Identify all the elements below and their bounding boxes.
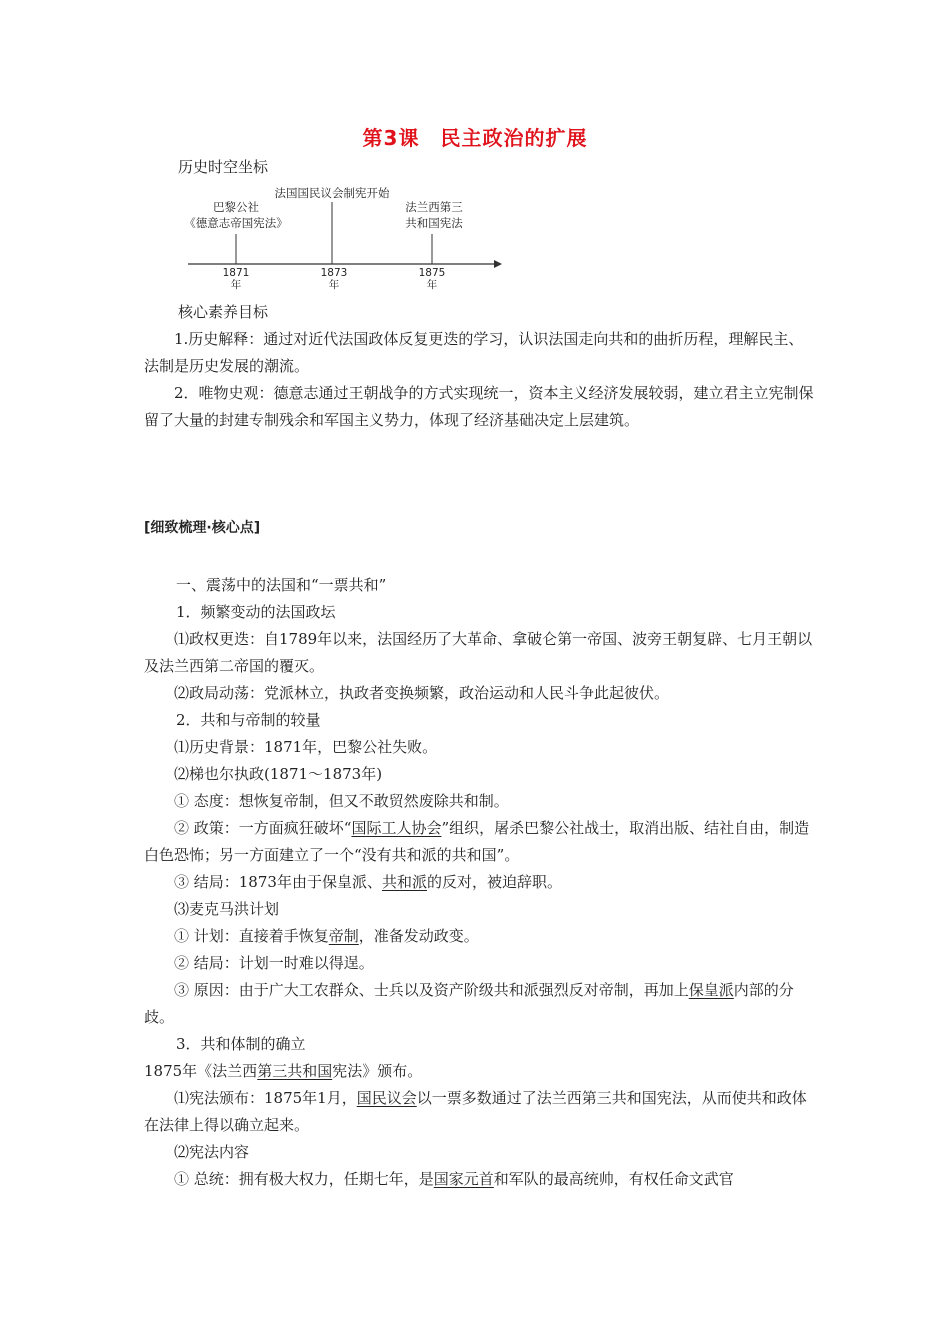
timeline-unit-1875: 年 bbox=[426, 279, 438, 290]
core-heading: 核心素养目标 bbox=[178, 303, 269, 321]
timeline-tick-1871: 1871 bbox=[222, 267, 250, 279]
para-thiers-outcome: ③ 结局：1873年由于保皇派、共和派的反对，被迫辞职。 bbox=[174, 873, 562, 891]
timeline-label-1871-a: 巴黎公社 bbox=[213, 200, 259, 214]
para-macmahon-reason: ③ 原因：由于广大工农群众、士兵以及资产阶级共和派强烈反对帝制，再加上保皇派内部的分歧。 bbox=[144, 981, 794, 1026]
para-constitution-content: ⑵宪法内容 bbox=[174, 1143, 250, 1161]
timeline-label-1875-a: 法兰西第三 bbox=[405, 200, 463, 214]
underlined-term: 国际工人协会 bbox=[351, 819, 442, 837]
para-president: ① 总统：拥有极大权力，任期七年，是国家元首和军队的最高统帅，有权任命文武官 bbox=[174, 1170, 734, 1188]
timeline-label-1873: 法国国民议会制宪开始 bbox=[274, 186, 390, 200]
section-heading: [细致梳理·核心点] bbox=[144, 520, 261, 536]
para-political-turmoil: ⑵政局动荡：党派林立，执政者变换频繁，政治运动和人民斗争此起彼伏。 bbox=[174, 684, 670, 702]
core-goal-2: 2．唯物史观：德意志通过王朝战争的方式实现统一，资本主义经济发展较弱，建立君主立宪制保留了大量的封建专制残余和军国主义势力，体现了经济基础决定上层建筑。 bbox=[144, 384, 814, 429]
lesson-title: 第3课 民主政治的扩展 bbox=[362, 126, 588, 150]
para-thiers-policy: ② 政策：一方面疯狂破坏“国际工人协会”组织，屠杀巴黎公社战士，取消出版、结社自由，制造白色恐怖；另一方面建立了一个“没有共和派的共和国”。 bbox=[144, 819, 810, 864]
underlined-term: 第三共和国 bbox=[257, 1062, 333, 1080]
core-goal-1: 1.历史解释：通过对近代法国政体反复更迭的学习，认识法国走向共和的曲折历程，理解民主、法制是历史发展的潮流。 bbox=[144, 330, 804, 375]
timeline-heading: 历史时空坐标 bbox=[178, 158, 269, 176]
para-macmahon-plan: ① 计划：直接着手恢复帝制，准备发动政变。 bbox=[174, 927, 479, 945]
timeline-label-1871-b: 《德意志帝国宪法》 bbox=[184, 216, 288, 230]
para-thiers: ⑵梯也尔执政(1871～1873年) bbox=[174, 765, 383, 783]
timeline-label-1875-b: 共和国宪法 bbox=[405, 216, 463, 230]
para-regime-change: ⑴政权更迭：自1789年以来，法国经历了大革命、拿破仑第一帝国、波旁王朝复辟、七月王朝以及法兰西第二帝国的覆灭。 bbox=[144, 630, 813, 675]
timeline-unit-1873: 年 bbox=[328, 279, 340, 290]
para-constitution-1875: 1875年《法兰西第三共和国宪法》颁布。 bbox=[144, 1062, 423, 1080]
para-background: ⑴历史背景：1871年，巴黎公社失败。 bbox=[174, 738, 438, 756]
heading-1-2: 2．共和与帝制的较量 bbox=[176, 711, 321, 729]
heading-1-3: 3．共和体制的确立 bbox=[176, 1035, 306, 1053]
underlined-term: 保皇派 bbox=[688, 981, 734, 999]
timeline-tick-1875: 1875 bbox=[418, 267, 446, 279]
para-macmahon-outcome: ② 结局：计划一时难以得逞。 bbox=[174, 954, 374, 972]
timeline-tick-1873: 1873 bbox=[320, 267, 348, 279]
para-macmahon: ⑶麦克马洪计划 bbox=[174, 900, 280, 918]
timeline-diagram bbox=[180, 180, 520, 290]
underlined-term: 共和派 bbox=[381, 873, 427, 891]
underlined-term: 帝制 bbox=[328, 927, 359, 945]
heading-1-1: 1．频繁变动的法国政坛 bbox=[176, 603, 336, 621]
heading-1: 一、震荡中的法国和“一票共和” bbox=[176, 576, 387, 594]
para-constitution-adoption: ⑴宪法颁布：1875年1月，国民议会以一票多数通过了法兰西第三共和国宪法，从而使共和政体在法律上得以确立起来。 bbox=[144, 1089, 807, 1134]
timeline-arrow bbox=[494, 260, 502, 268]
underlined-term: 国家元首 bbox=[433, 1170, 494, 1188]
underlined-term: 国民议会 bbox=[356, 1089, 417, 1107]
para-thiers-attitude: ① 态度：想恢复帝制，但又不敢贸然废除共和制。 bbox=[174, 792, 509, 810]
timeline-unit-1871: 年 bbox=[230, 279, 242, 290]
